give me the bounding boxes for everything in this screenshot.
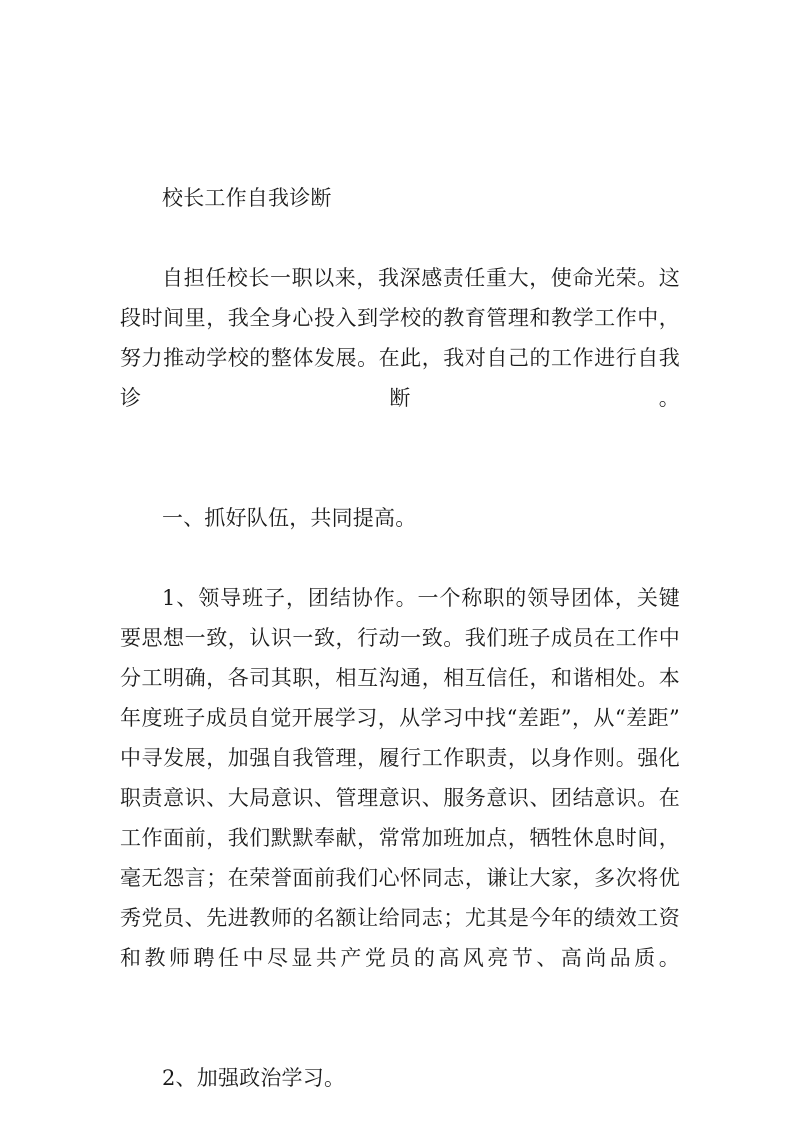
paragraph-intro: 自担任校长一职以来，我深感责任重大，使命光荣。这段时间里，我全身心投入到学校的教育管理和教学工作中，努力推动学校的整体发展。在此，我对自己的工作进行自我诊断。 (120, 266, 680, 410)
section-heading-item-2: 2、加强政治学习。 (162, 1066, 346, 1090)
document-text-body (120, 178, 680, 1098)
document-title: 校长工作自我诊断 (162, 186, 332, 210)
section-heading-one: 一、抓好队伍，共同提高。 (162, 506, 417, 530)
paragraph-item-1: 1、领导班子，团结协作。一个称职的领导团体，关键要思想一致，认识一致，行动一致。我们班子成员在工作中分工明确，各司其职，相互沟通，相互信任，和谐相处。本年度班子成员自觉开展学习，从学习中找“差距”，从“差距”中寻发展，加强自我管理，履行工作职责，以身作则。强化职责意识、大局意识、管理意识、服务意识、团结意识。在工作面前，我们默默奉献，常常加班加点，牺牲休息时间，毫无怨言；在荣誉面前我们心怀同志，谦让大家，多次将优秀党员、先进教师的名额让给同志；尤其是今年的绩效工资和教师聘任中尽显共产党员的高风亮节、高尚品质。 (120, 586, 680, 970)
